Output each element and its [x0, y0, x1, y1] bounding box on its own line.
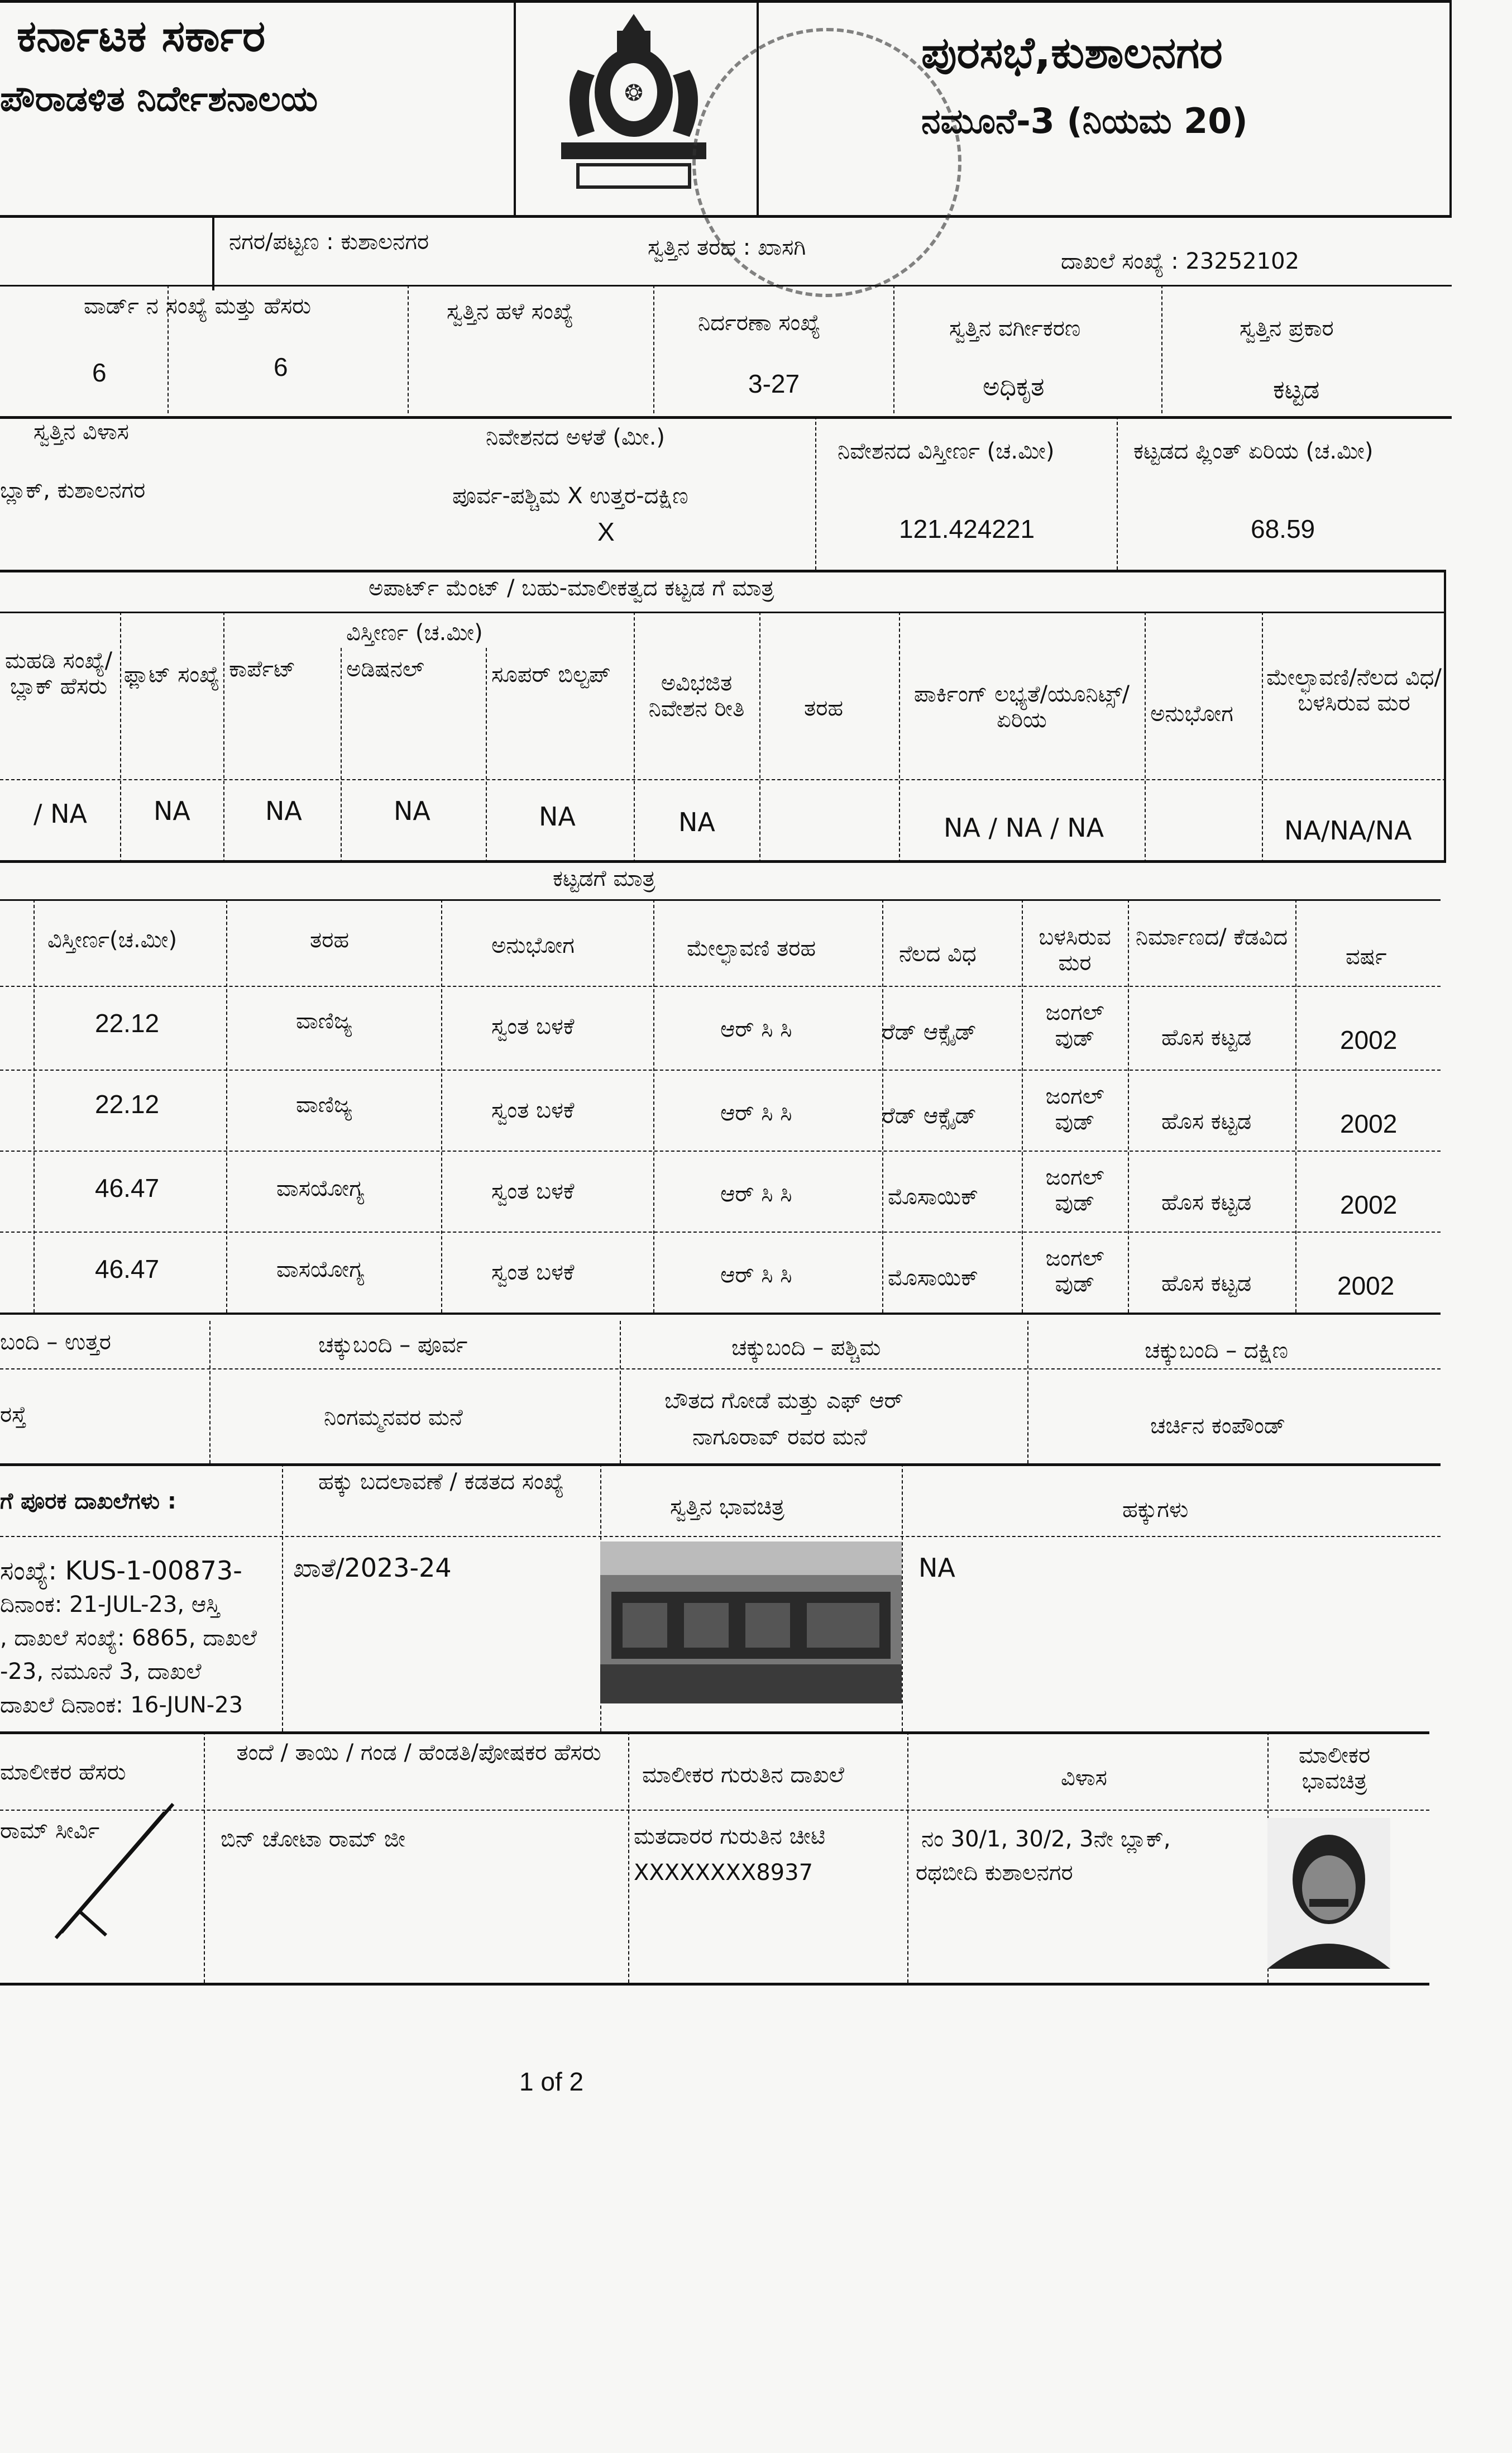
dimension-label: ಪೂರ್ವ-ಪಶ್ಚಿಮ X ಉತ್ತರ-ದಕ್ಷಿಣ	[452, 483, 688, 509]
apartment-undivided-value: NA	[678, 807, 715, 837]
building-type-header: ತರಹ	[310, 927, 350, 953]
building-row1-roof: ಆರ್ ಸಿ ಸಿ	[720, 1016, 792, 1042]
building-row1-wood: ಜಂಗಲ್ ವುಡ್	[1045, 1000, 1104, 1051]
doc-line-2: ದಿನಾಂಕ: 21-JUL-23, ಆಸ್ತಿ	[0, 1592, 220, 1617]
building-row1-year: 2002	[1340, 1025, 1398, 1054]
dimension-value: X	[597, 517, 615, 546]
page-number: 1 of 2	[519, 2067, 584, 2096]
building-row3-floor: ಮೊಸಾಯಿಕ್	[888, 1184, 979, 1210]
guardian-name-header: ತಂದೆ / ತಾಯಿ / ಗಂಡ / ಹೆಂಡತಿ/ಪೋಷಕರ ಹೆಸರು	[236, 1740, 601, 1765]
building-row3-type: ವಾಸಯೋಗ್ಯ	[276, 1176, 365, 1201]
roof-floor-header: ಮೇಲ್ಛಾವಣಿ/ನೆಲದ ವಿಧ/ಬಳಸಿರುವ ಮರ	[1266, 665, 1442, 716]
building-row2-construction: ಹೊಸ ಕಟ್ಟಡ	[1161, 1109, 1252, 1134]
boundary-north-header: ಬಂದಿ – ಉತ್ತರ	[0, 1329, 111, 1355]
building-row4-year: 2002	[1337, 1271, 1395, 1300]
owner-name-header: ಮಾಲೀಕರ ಹೆಸರು	[0, 1759, 126, 1785]
building-row4-roof: ಆರ್ ಸಿ ಸಿ	[720, 1262, 792, 1288]
plinth-area-value: 68.59	[1251, 514, 1315, 543]
ward-number: 6	[92, 358, 107, 387]
municipality-name: ಪುರಸಭೆ,ಕುಶಾಲನಗರ	[921, 28, 1223, 78]
building-row2-area: 22.12	[95, 1090, 160, 1119]
property-photo	[600, 1542, 902, 1703]
property-kind-value: ಕಟ್ಟಡ	[1273, 374, 1320, 404]
building-row3-usage: ಸ್ವಂತ ಬಳಕೆ	[491, 1178, 575, 1204]
property-address: ಬ್ಲಾಕ್, ಕುಶಾಲನಗರ	[0, 478, 146, 503]
owner-id-header: ಮಾಲೀಕರ ಗುರುತಿನ ದಾಖಲೆ	[642, 1762, 845, 1788]
flat-number-header: ಫ್ಲಾಟ್ ಸಂಖ್ಯೆ	[123, 662, 220, 688]
town-label: ನಗರ/ಪಟ್ಟಣ : ಕುಶಾಲನಗರ	[229, 229, 429, 255]
guardian-name: ಬಿನ್ ಚೋಟಾ ರಾಮ್ ಜೀ	[221, 1826, 406, 1852]
apartment-type-header: ತರಹ	[804, 695, 844, 721]
area-group-header: ವಿಸ್ತೀರ್ಣ (ಚ.ಮೀ)	[346, 620, 483, 646]
building-section-title: ಕಟ್ಟಡಗೆ ಮಾತ್ರ	[553, 866, 655, 891]
building-row3-year: 2002	[1340, 1190, 1398, 1219]
building-row4-area: 46.47	[95, 1254, 160, 1283]
property-photo-header: ಸ್ವತ್ತಿನ ಭಾವಚಿತ್ರ	[670, 1494, 784, 1520]
apartment-flat-value: NA	[154, 796, 190, 826]
apartment-superbuilt-value: NA	[539, 801, 576, 832]
building-row1-usage: ಸ್ವಂತ ಬಳಕೆ	[491, 1014, 575, 1039]
doc-line-3: , ದಾಖಲೆ ಸಂಖ್ಯೆ: 6865, ದಾಖಲೆ	[0, 1625, 257, 1651]
building-row3-construction: ಹೊಸ ಕಟ್ಟಡ	[1161, 1190, 1252, 1215]
apartment-additional-value: NA	[394, 796, 430, 826]
undivided-share-header: ಅವಿಭಜಿತ ನಿವೇಶನ ರೀತಿ	[648, 670, 745, 722]
building-row2-wood: ಜಂಗಲ್ ವುಡ್	[1045, 1084, 1104, 1135]
carpet-header: ಕಾರ್ಪೆಟ್	[229, 656, 296, 682]
building-row3-wood: ಜಂಗಲ್ ವುಡ್	[1045, 1165, 1104, 1216]
rights-change-file-number: ಖಾತೆ/2023-24	[293, 1553, 452, 1583]
boundary-west-header: ಚಕ್ಕುಬಂದಿ – ಪಶ್ಚಿಮ	[731, 1335, 881, 1361]
doc-line-5: ದಾಖಲೆ ದಿನಾಂಕ: 16-JUN-23	[0, 1692, 243, 1718]
floor-type-header: ನೆಲದ ವಿಧ	[899, 941, 977, 967]
owner-name: ರಾಮ್ ಸೀರ್ವಿ	[0, 1818, 100, 1844]
boundary-south-value: ಚರ್ಚಿನ ಕಂಪೌಂಡ್	[1150, 1413, 1286, 1439]
owner-address-line1: ನಂ 30/1, 30/2, 3ನೇ ಬ್ಲಾಕ್,	[921, 1826, 1171, 1852]
boundary-north-value: ರಸ್ತೆ	[0, 1402, 27, 1428]
owner-signature	[45, 1798, 184, 1944]
assessment-number-header: ನಿರ್ದರಣಾ ಸಂಖ್ಯೆ	[698, 310, 821, 336]
construction-header: ನಿರ್ಮಾಣದ/ ಕೆಡವಿದ	[1135, 924, 1288, 950]
apartment-carpet-value: NA	[265, 796, 302, 826]
owner-address-header: ವಿಳಾಸ	[1061, 1765, 1107, 1791]
old-number-header: ಸ್ವತ್ತಿನ ಹಳೆ ಸಂಖ್ಯೆ	[447, 299, 573, 324]
building-row3-roof: ಆರ್ ಸಿ ಸಿ	[720, 1181, 792, 1207]
wood-used-header: ಬಳಸಿರುವ ಮರ	[1039, 924, 1111, 976]
rights-change-header: ಹಕ್ಕು ಬದಲಾವಣೆ / ಕಡತದ ಸಂಖ್ಯೆ	[318, 1469, 564, 1495]
owner-photo	[1267, 1818, 1390, 1969]
building-area-header: ವಿಸ್ತೀರ್ಣ(ಚ.ಮೀ)	[47, 927, 178, 953]
svg-text:❂: ❂	[624, 80, 643, 106]
apartment-parking-value: NA / NA / NA	[944, 813, 1104, 843]
address-header: ಸ್ವತ್ತಿನ ವಿಳಾಸ	[34, 419, 129, 445]
supporting-docs-header: ಗೆ ಪೂರಕ ದಾಖಲೆಗಳು :	[0, 1488, 176, 1514]
government-name: ಕರ್ನಾಟಕ ಸರ್ಕಾರ	[17, 11, 266, 61]
doc-line-1: ಸಂಖ್ಯೆ: KUS-1-00873-	[0, 1555, 242, 1586]
roof-type-header: ಮೇಲ್ಛಾವಣಿ ತರಹ	[687, 936, 816, 961]
property-kind-header: ಸ್ವತ್ತಿನ ಪ್ರಕಾರ	[1240, 316, 1334, 341]
ward-header: ವಾರ್ಡ್ ನ ಸಂಖ್ಯೆ ಮತ್ತು ಹೆಸರು	[84, 293, 312, 319]
owner-id-number: XXXXXXXX8937	[634, 1860, 814, 1886]
ward-name: 6	[274, 352, 288, 381]
boundary-west-line2: ನಾಗೂರಾವ್ ರವರ ಮನೆ	[692, 1424, 867, 1450]
floor-block-header: ಮಹಡಿ ಸಂಖ್ಯೆ/ಬ್ಲಾಕ್ ಹೆಸರು	[4, 648, 113, 699]
building-row1-floor: ರೆಡ್ ಆಕ್ಸೈಡ್	[882, 1019, 977, 1045]
building-row4-type: ವಾಸಯೋಗ್ಯ	[276, 1257, 365, 1282]
apartment-floor-value: / NA	[34, 799, 87, 829]
year-header: ವರ್ಷ	[1346, 944, 1387, 970]
owner-address-line2: ರಥಬೀದಿ ಕುಶಾಲನಗರ	[916, 1860, 1073, 1886]
building-row2-usage: ಸ್ವಂತ ಬಳಕೆ	[491, 1097, 575, 1123]
site-dimension-header: ನಿವೇಶನದ ಅಳತೆ (ಮೀ.)	[486, 424, 666, 450]
building-row2-floor: ರೆಡ್ ಆಕ್ಸೈಡ್	[882, 1103, 977, 1129]
building-row3-area: 46.47	[95, 1173, 160, 1202]
building-row2-year: 2002	[1340, 1109, 1398, 1138]
super-builtup-header: ಸೂಪರ್ ಬಿಲ್ಟಪ್	[491, 662, 611, 688]
additional-header: ಅಡಿಷನಲ್	[346, 656, 424, 682]
building-row1-area: 22.12	[95, 1009, 160, 1038]
directorate-name: ಪೌರಾಡಳಿತ ನಿರ್ದೇಶನಾಲಯ	[0, 78, 318, 119]
usage-header: ಅನುಭೋಗ	[1150, 701, 1233, 727]
form-title: ನಮೂನೆ-3 (ನಿಯಮ 20)	[921, 101, 1248, 141]
record-number-label: ದಾಖಲೆ ಸಂಖ್ಯೆ : 23252102	[1061, 249, 1300, 274]
rights-header: ಹಕ್ಕುಗಳು	[1122, 1497, 1189, 1523]
doc-line-4: -23, ನಮೂನೆ 3, ದಾಖಲೆ	[0, 1659, 202, 1684]
building-row4-floor: ಮೊಸಾಯಿಕ್	[888, 1265, 979, 1291]
boundary-south-header: ಚಕ್ಕುಬಂದಿ – ದಕ್ಷಿಣ	[1145, 1338, 1289, 1363]
building-row2-roof: ಆರ್ ಸಿ ಸಿ	[720, 1100, 792, 1126]
building-row4-usage: ಸ್ವಂತ ಬಳಕೆ	[491, 1259, 575, 1285]
classification-header: ಸ್ವತ್ತಿನ ವರ್ಗೀಕರಣ	[949, 316, 1081, 341]
rights-value: NA	[918, 1553, 955, 1583]
building-usage-header: ಅನುಭೋಗ	[491, 933, 575, 958]
boundary-east-value: ನಿಂಗಮ್ಮನವರ ಮನೆ	[324, 1405, 463, 1430]
building-row2-type: ವಾಣಿಜ್ಯ	[296, 1092, 352, 1118]
boundary-east-header: ಚಕ್ಕುಬಂದಿ – ಪೂರ್ವ	[318, 1332, 468, 1358]
building-row4-construction: ಹೊಸ ಕಟ್ಟಡ	[1161, 1271, 1252, 1296]
plinth-area-header: ಕಟ್ಟಡದ ಪ್ಲಿಂತ್ ಏರಿಯ (ಚ.ಮೀ)	[1133, 438, 1374, 464]
building-row1-type: ವಾಣಿಜ್ಯ	[296, 1008, 352, 1034]
parking-header: ಪಾರ್ಕಿಂಗ್ ಲಭ್ಯತೆ/ಯೂನಿಟ್ಸ್/ಏರಿಯ	[913, 681, 1130, 733]
apartment-roof-value: NA/NA/NA	[1284, 815, 1412, 846]
assessment-number: 3-27	[748, 369, 800, 398]
owner-photo-header: ಮಾಲೀಕರ ಭಾವಚಿತ್ರ	[1298, 1743, 1371, 1794]
site-area-value: 121.424221	[899, 514, 1035, 543]
classification-value: ಅಧಿಕೃತ	[983, 371, 1045, 402]
building-row4-wood: ಜಂಗಲ್ ವುಡ್	[1045, 1245, 1104, 1297]
site-area-header: ನಿವೇಶನದ ವಿಸ್ತೀರ್ಣ (ಚ.ಮೀ)	[838, 438, 1055, 464]
apartment-section-title: ಅಪಾರ್ಟ್ ಮೆಂಟ್ / ಬಹು-ಮಾಲೀಕತ್ವದ ಕಟ್ಟಡ ಗೆ ಮಾತ್ರ	[369, 575, 774, 601]
property-type-label: ಸ್ವತ್ತಿನ ತರಹ : ಖಾಸಗಿ	[648, 235, 806, 260]
boundary-west-line1: ಬೌತದ ಗೋಡೆ ಮತ್ತು ಎಫ್ ಆರ್	[664, 1388, 903, 1414]
owner-id-type: ಮತದಾರರ ಗುರುತಿನ ಚೀಟಿ	[634, 1824, 826, 1849]
building-row1-construction: ಹೊಸ ಕಟ್ಟಡ	[1161, 1025, 1252, 1051]
